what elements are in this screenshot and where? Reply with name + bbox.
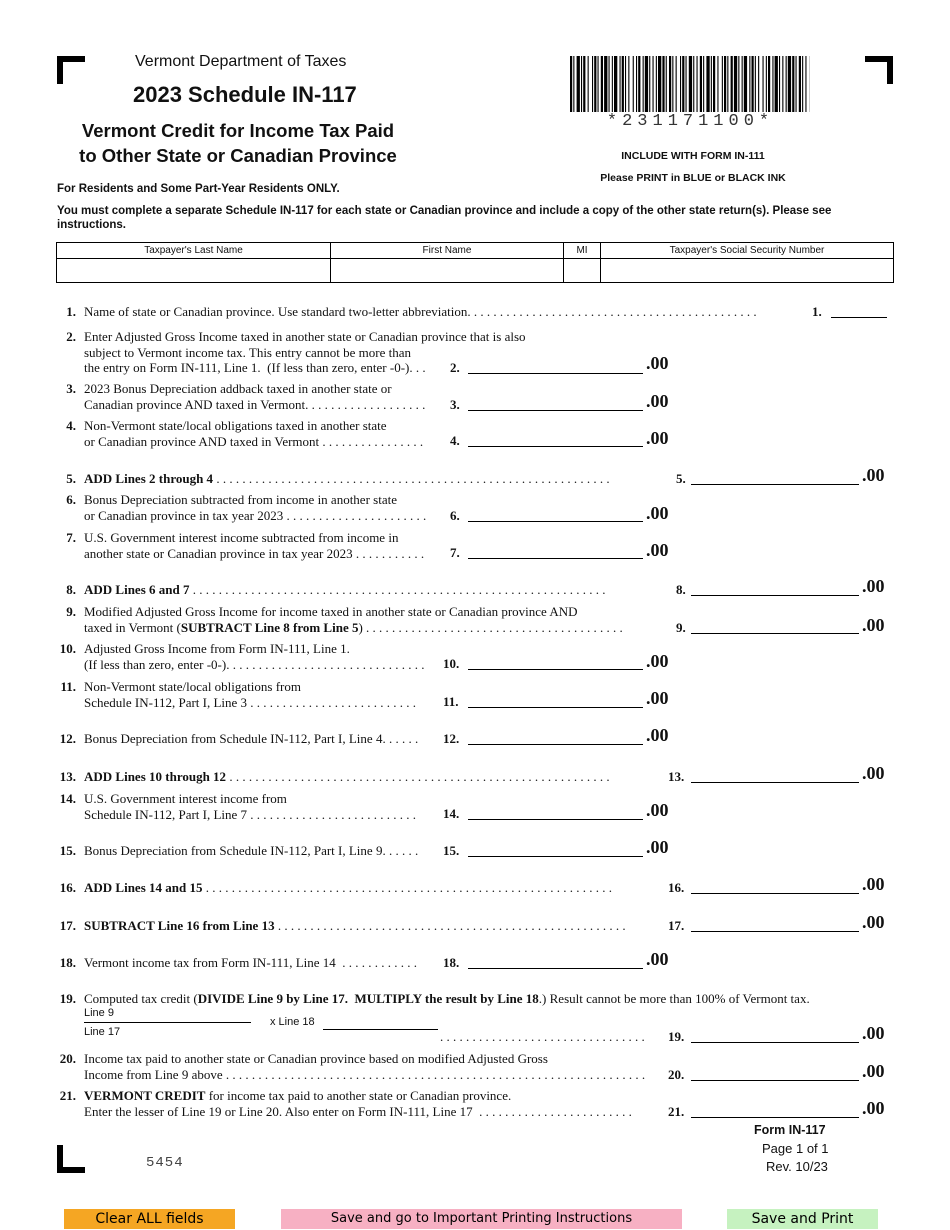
barcode-bar — [752, 56, 754, 112]
barcode-bar — [711, 56, 712, 112]
department-name: Vermont Department of Taxes — [135, 53, 347, 70]
line-8-dots: . . . . . . . . . . . . . . . . . . . . . . . . . . . . . . . . . . . . . . . . . . . . . . . . . . . . . . . . . . . . . . . . — [189, 582, 606, 597]
line-16-number: 16. — [59, 880, 76, 895]
line-21-text-2: Enter the lesser of Line 19 or Line 20. Also enter on Form IN-111, Line 17 . . . . . . . . . . . . . . . . . . . . . . . . — [84, 1104, 632, 1119]
barcode-bar — [614, 56, 617, 112]
line-19-text — [84, 991, 810, 1007]
line-13-ref: 13. — [668, 769, 685, 784]
line-10-text: Adjusted Gross Income from Form IN-111, Line 1. (If less than zero, enter -0-). . . . . . . . . . . . . . . . . . . . . . . . . . . . . . . — [84, 641, 425, 672]
mi-input[interactable] — [564, 259, 601, 283]
line-6-text: Bonus Depreciation subtracted from income in another state or Canadian province in tax year 2023 . . . . . . . . . . . . . . . . . . . . . . — [84, 492, 427, 523]
barcode-bar — [662, 56, 664, 112]
line-16-ref: 16. — [668, 880, 685, 895]
barcode-bar — [649, 56, 650, 112]
line-15-number: 15. — [59, 843, 76, 858]
line-17-number: 17. — [59, 918, 76, 933]
barcode-bar — [625, 56, 626, 112]
line-11-cents: .00 — [646, 688, 669, 708]
line-5-number: 5. — [66, 471, 76, 486]
barcode-bar — [592, 56, 593, 112]
line-13-cents: .00 — [862, 763, 885, 783]
barcode-bar — [633, 56, 634, 112]
barcode-bar — [666, 56, 667, 112]
line-19-line18-input[interactable] — [323, 1016, 438, 1030]
line-20-number: 20. — [59, 1051, 76, 1066]
line-9-cents: .00 — [862, 615, 885, 635]
line-10-number: 10. — [59, 641, 76, 656]
line-1-input[interactable] — [831, 304, 887, 318]
line-20-text: Income tax paid to another state or Canadian province based on modified Adjusted Gross Income from Line 9 above . . . . . . . . . . . . . . . . . . . . . . . . . . . . . . . . . . . . . . . . . . . . . . . . . . . . . . . . . . . . . . . . . — [84, 1051, 646, 1082]
barcode-bar — [768, 56, 770, 112]
line-19-text-a: Computed tax credit ( — [84, 991, 198, 1006]
line-5-input[interactable] — [691, 471, 859, 485]
include-note: INCLUDE WITH FORM IN-111 — [621, 150, 765, 162]
line-6-input[interactable] — [468, 508, 643, 522]
line-12-input[interactable] — [468, 731, 643, 745]
line-17-cents: .00 — [862, 912, 885, 932]
line-19-fraction-bottom: Line 17 — [84, 1026, 121, 1038]
line-5-text — [84, 471, 610, 487]
line-13-dots: . . . . . . . . . . . . . . . . . . . . . . . . . . . . . . . . . . . . . . . . . . . . . . . . . . . . . . . . . . . — [226, 769, 610, 784]
barcode-bar — [601, 56, 603, 112]
registration-mark-top-left — [57, 56, 85, 84]
line-3-cents: .00 — [646, 391, 669, 411]
line-16-input[interactable] — [691, 880, 859, 894]
barcode-bar — [697, 56, 698, 112]
form-id: Form IN-117 — [754, 1123, 826, 1137]
line-1-ref: 1. — [812, 304, 822, 319]
line-9-bold: SUBTRACT Line 8 from Line 5 — [180, 620, 359, 635]
line-10-input[interactable] — [468, 656, 643, 670]
barcode-bar — [779, 56, 780, 112]
line-8-ref: 8. — [676, 582, 686, 597]
barcode-bar — [638, 56, 640, 112]
barcode-bar — [680, 56, 681, 112]
line-21-bold: VERMONT CREDIT — [84, 1088, 206, 1103]
line-2-cents: .00 — [646, 353, 669, 373]
line-21-ref: 21. — [668, 1104, 685, 1119]
barcode-bar — [620, 56, 621, 112]
line-1-number: 1. — [66, 304, 76, 319]
line-13-number: 13. — [59, 769, 76, 784]
barcode-bar — [755, 56, 756, 112]
line-2-ref: 2. — [450, 360, 460, 375]
barcode-bar — [598, 56, 599, 112]
line-2-text: Enter Adjusted Gross Income taxed in another state or Canadian province that is also subject to Vermont income tax. This entry cannot be more than the entry on Form IN-111, Line 1. (If less than zero, enter -0-). . . — [84, 329, 526, 375]
line-16-text — [84, 880, 612, 896]
barcode-bar — [622, 56, 624, 112]
barcode-bar — [612, 56, 613, 112]
line-19-times-label: x Line 18 — [270, 1016, 315, 1028]
line-10-ref: 10. — [443, 656, 460, 671]
line-4-text: Non-Vermont state/local obligations taxed in another state or Canadian province AND taxed in Vermont . . . . . . . . . . . . . . . . — [84, 418, 424, 449]
barcode-bar — [686, 56, 687, 112]
line-2-input[interactable] — [468, 360, 643, 374]
residents-note: For Residents and Some Part-Year Residents ONLY. — [57, 183, 340, 195]
line-8-bold: ADD Lines 6 and 7 — [84, 582, 190, 597]
line-21-input[interactable] — [691, 1104, 859, 1118]
barcode-bar — [693, 56, 694, 112]
barcode-bar — [734, 56, 737, 112]
barcode-bar — [792, 56, 794, 112]
line-9-text-2a: taxed in Vermont ( — [84, 620, 181, 635]
revision-date: Rev. 10/23 — [766, 1159, 828, 1174]
line-18-cents: .00 — [646, 949, 669, 969]
registration-mark-top-right — [865, 56, 893, 84]
barcode-bar — [700, 56, 702, 112]
last-name-label: Taxpayer's Last Name — [57, 243, 331, 259]
barcode-bar — [669, 56, 671, 112]
line-6-number: 6. — [66, 492, 76, 507]
barcode-bar — [583, 56, 585, 112]
line-20-input[interactable] — [691, 1067, 859, 1081]
line-12-cents: .00 — [646, 725, 669, 745]
line-14-text: U.S. Government interest income from Schedule IN-112, Part I, Line 7 . . . . . . . . . . . . . . . . . . . . . . . . . . — [84, 791, 417, 822]
barcode-bar — [796, 56, 797, 112]
registration-mark-bottom-left — [57, 1145, 85, 1173]
line-16-cents: .00 — [862, 874, 885, 894]
ssn-input[interactable] — [601, 259, 894, 283]
barcode-bar — [645, 56, 648, 112]
barcode-bar — [742, 56, 743, 112]
barcode-bar — [636, 56, 637, 112]
line-10-cents: .00 — [646, 651, 669, 671]
line-5-ref: 5. — [676, 471, 686, 486]
barcode-bar — [653, 56, 654, 112]
line-9-text-2 — [84, 620, 623, 636]
barcode-bar — [682, 56, 684, 112]
line-5-cents: .00 — [862, 465, 885, 485]
line-3-text: 2023 Bonus Depreciation addback taxed in another state or Canadian province AND taxed in Vermont. . . . . . . . . . . . . . . . . . . — [84, 381, 426, 412]
line-15-text: Bonus Depreciation from Schedule IN-112, Part I, Line 9. . . . . . — [84, 843, 419, 858]
barcode-number: *231171100* — [606, 112, 775, 131]
barcode-bar — [581, 56, 582, 112]
line-8-cents: .00 — [862, 576, 885, 596]
instructions-note: You must complete a separate Schedule IN-117 for each state or Canadian province and include a copy of the other state return(s). Please see instructions. — [57, 205, 832, 231]
line-5-bold: ADD Lines 2 through 4 — [84, 471, 214, 486]
line-11-text: Non-Vermont state/local obligations from Schedule IN-112, Part I, Line 3 . . . . . . . . . . . . . . . . . . . . . . . . . . — [84, 679, 417, 710]
line-5-dots: . . . . . . . . . . . . . . . . . . . . . . . . . . . . . . . . . . . . . . . . . . . . . . . . . . . . . . . . . . . . . — [213, 471, 610, 486]
line-13-text — [84, 769, 610, 785]
line-17-dots: . . . . . . . . . . . . . . . . . . . . . . . . . . . . . . . . . . . . . . . . . . . . . . . . . . . . . . — [274, 918, 626, 933]
barcode-bar — [802, 56, 803, 112]
barcode-bar — [758, 56, 759, 112]
barcode-bar — [788, 56, 791, 112]
line-3-number: 3. — [66, 381, 76, 396]
barcode-bar — [609, 56, 610, 112]
barcode-bar — [703, 56, 704, 112]
barcode-bar — [744, 56, 747, 112]
barcode-bar — [738, 56, 739, 112]
mi-label: MI — [564, 243, 601, 259]
line-12-text: Bonus Depreciation from Schedule IN-112, Part I, Line 4. . . . . . — [84, 731, 419, 746]
form-subtitle: Vermont Credit for Income Tax Paid to Other State or Canadian Province — [79, 120, 397, 166]
line-14-cents: .00 — [646, 800, 669, 820]
ssn-label: Taxpayer's Social Security Number — [601, 243, 894, 259]
barcode-bar — [577, 56, 580, 112]
line-21-text-a: for income tax paid to another state or Canadian province. — [205, 1088, 512, 1103]
line-9-text: Modified Adjusted Gross Income for income taxed in another state or Canadian province AND — [84, 604, 578, 619]
barcode-bar — [628, 56, 629, 112]
barcode-bar — [731, 56, 733, 112]
page-number: Page 1 of 1 — [762, 1141, 829, 1156]
line-11-input[interactable] — [468, 694, 643, 708]
line-8-text — [84, 582, 605, 598]
barcode-bar — [706, 56, 709, 112]
line-7-ref: 7. — [450, 545, 460, 560]
line-19-fraction-top: Line 9 — [84, 1007, 114, 1019]
barcode-bar — [749, 56, 750, 112]
save-and-print-button[interactable]: Save and Print — [727, 1209, 878, 1229]
line-7-number: 7. — [66, 530, 76, 545]
line-7-input[interactable] — [468, 545, 643, 559]
line-19-cents: .00 — [862, 1023, 885, 1043]
line-8-number: 8. — [66, 582, 76, 597]
line-14-ref: 14. — [443, 806, 460, 821]
line-13-bold: ADD Lines 10 through 12 — [84, 769, 227, 784]
barcode-bar — [713, 56, 715, 112]
line-17-text — [84, 918, 626, 934]
line-6-cents: .00 — [646, 503, 669, 523]
barcode-bar — [727, 56, 728, 112]
line-18-ref: 18. — [443, 955, 460, 970]
barcode-bar — [656, 56, 657, 112]
taxpayer-info-table — [56, 242, 894, 283]
last-name-input[interactable] — [57, 259, 331, 283]
line-21-cents: .00 — [862, 1098, 885, 1118]
line-16-bold: ADD Lines 14 and 15 — [84, 880, 203, 895]
barcode-bar — [805, 56, 806, 112]
line-7-text: U.S. Government interest income subtracted from income in another state or Canadian province in tax year 2023 . . . . . . . . . . . — [84, 530, 425, 561]
barcode-bar — [782, 56, 783, 112]
line-19-dots: . . . . . . . . . . . . . . . . . . . . . . . . . . . . . . . . — [440, 1029, 645, 1044]
save-printing-instructions-button[interactable]: Save and go to Important Printing Instructions — [281, 1209, 682, 1229]
line-15-input[interactable] — [468, 843, 643, 857]
line-20-ref: 20. — [668, 1067, 685, 1082]
barcode-bar — [643, 56, 644, 112]
line-21-number: 21. — [59, 1088, 76, 1103]
first-name-label: First Name — [331, 243, 564, 259]
line-15-ref: 15. — [443, 843, 460, 858]
barcode-bar — [717, 56, 718, 112]
line-15-cents: .00 — [646, 837, 669, 857]
line-4-ref: 4. — [450, 433, 460, 448]
line-19-number: 19. — [59, 991, 76, 1006]
line-21-text — [84, 1088, 511, 1104]
line-16-dots: . . . . . . . . . . . . . . . . . . . . . . . . . . . . . . . . . . . . . . . . . . . . . . . . . . . . . . . . . . . . . . . — [202, 880, 612, 895]
barcode-bar — [594, 56, 596, 112]
line-2-number: 2. — [66, 329, 76, 344]
line-6-ref: 6. — [450, 508, 460, 523]
line-17-input[interactable] — [691, 918, 859, 932]
barcode-bar — [676, 56, 677, 112]
barcode-bar — [689, 56, 692, 112]
barcode-bar — [573, 56, 574, 112]
barcode-bar — [772, 56, 773, 112]
barcode-image — [570, 56, 810, 112]
line-9-text-2b: ) . . . . . . . . . . . . . . . . . . . . . . . . . . . . . . . . . . . . . . . . — [358, 620, 623, 635]
line-12-ref: 12. — [443, 731, 460, 746]
line-14-input[interactable] — [468, 806, 643, 820]
line-18-number: 18. — [59, 955, 76, 970]
line-1-text: Name of state or Canadian province. Use standard two-letter abbreviation. . . . . . . . . . . . . . . . . . . . . . . . . . . . . . . . . . . . . . . . . . . . . — [84, 304, 757, 319]
barcode-bar — [604, 56, 607, 112]
barcode-bar — [786, 56, 787, 112]
barcode-bar — [658, 56, 661, 112]
line-8-input[interactable] — [691, 582, 859, 596]
line-3-input[interactable] — [468, 397, 643, 411]
line-17-ref: 17. — [668, 918, 685, 933]
first-name-input[interactable] — [331, 259, 564, 283]
line-19-input[interactable] — [691, 1029, 859, 1043]
line-7-cents: .00 — [646, 540, 669, 560]
line-11-number: 11. — [60, 679, 76, 694]
barcode-bar — [766, 56, 767, 112]
line-4-input[interactable] — [468, 433, 643, 447]
line-20-cents: .00 — [862, 1061, 885, 1081]
barcode-bar — [799, 56, 801, 112]
barcode-bar — [724, 56, 726, 112]
line-12-number: 12. — [59, 731, 76, 746]
line-9-number: 9. — [66, 604, 76, 619]
line-19-bold: DIVIDE Line 9 by Line 17. MULTIPLY the result by Line 18 — [197, 991, 539, 1006]
line-11-ref: 11. — [443, 694, 459, 709]
line-18-text: Vermont income tax from Form IN-111, Line 14 . . . . . . . . . . . . — [84, 955, 418, 970]
line-4-cents: .00 — [646, 428, 669, 448]
barcode-bar — [722, 56, 723, 112]
line-17-bold: SUBTRACT Line 16 from Line 13 — [84, 918, 275, 933]
line-19-fraction-bar — [84, 1022, 251, 1023]
barcode-bar — [570, 56, 572, 112]
line-13-input[interactable] — [691, 769, 859, 783]
ink-note: Please PRINT in BLUE or BLACK INK — [600, 172, 786, 184]
line-19-ref: 19. — [668, 1029, 685, 1044]
line-3-ref: 3. — [450, 397, 460, 412]
barcode-bar — [588, 56, 589, 112]
line-4-number: 4. — [66, 418, 76, 433]
line-9-input[interactable] — [691, 620, 859, 634]
barcode-bar — [672, 56, 673, 112]
form-code: 5454 — [146, 1155, 184, 1171]
barcode-bar — [763, 56, 764, 112]
form-title: 2023 Schedule IN-117 — [133, 82, 357, 107]
line-19-text-b: .) Result cannot be more than 100% of Vermont tax. — [538, 991, 810, 1006]
clear-all-fields-button[interactable]: Clear ALL fields — [64, 1209, 235, 1229]
barcode-bar — [775, 56, 778, 112]
line-14-number: 14. — [59, 791, 76, 806]
line-18-input[interactable] — [468, 955, 643, 969]
line-9-ref: 9. — [676, 620, 686, 635]
